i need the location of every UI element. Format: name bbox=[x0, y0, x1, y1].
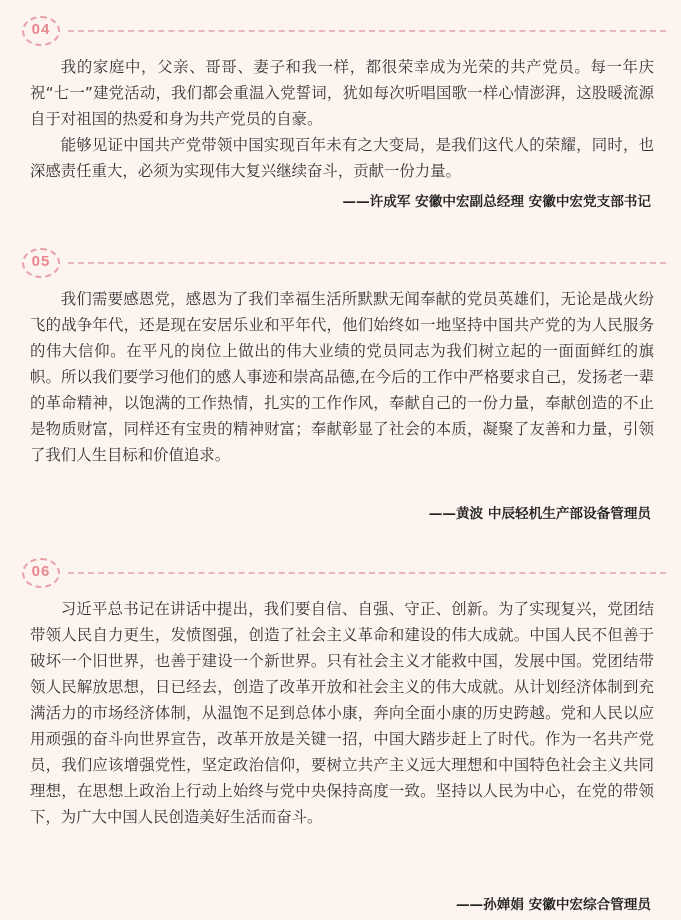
section-header bbox=[16, 14, 666, 46]
number-badge bbox=[16, 246, 66, 278]
paragraph: 能够见证中国共产党带领中国实现百年未有之大变局，是我们这代人的荣耀，同时，也深感责任重大，必须为实现伟大复兴继续奋斗，贡献一份力量。 bbox=[30, 136, 654, 180]
section-number: 06 bbox=[31, 563, 51, 580]
paragraph: 习近平总书记在讲话中提出，我们要自信、自强、守正、创新。为了实现复兴，党团结带领人民自力更生，发愤图强，创造了社会主义革命和建设的伟大成就。中国人民不但善于破坏一个旧世界，也善于建设一个新世界。只有社会主义才能救中国，发展中国。党团结带领人民解放思想，日已经去，创造了改革开放和社会主义的伟大成就。从计划经济体制到充满活力的市场经济体制，从温饱不足到总体小康，奔向全面小康的历史跨越。党和人民以应用顽强的奋斗向世界宣告，改革开放是关键一招，中国大踏步赶上了时代。作为一名共产党员，我们应该增强党性，坚定政治信仰，要树立共产主义远大理想和中国特色社会主义共同理想，在思想上政治上行动上始终与党中央保持高度一致。坚持以人民为中心，在党的带领下，为广大中国人民创造美好生活而奋斗。 bbox=[30, 600, 654, 826]
number-badge bbox=[16, 556, 66, 588]
signature: ——孙婵娟 安徽中宏综合管理员 bbox=[455, 897, 651, 913]
signature: ——许成军 安徽中宏副总经理 安徽中宏党支部书记 bbox=[342, 194, 651, 210]
section-header bbox=[16, 556, 666, 588]
paragraph: 我的家庭中，父亲、哥哥、妻子和我一样，都很荣幸成为光荣的共产党员。每一年庆祝“七一”建党活动，我们都会重温入党誓词，犹如每次听唱国歌一样心情澎湃，这股暖流源自于对祖国的热爱和身为共产党员的自豪。 bbox=[30, 58, 654, 128]
paragraph: 我们需要感恩党，感恩为了我们幸福生活所默默无闻奉献的党员英雄们，无论是战火纷飞的战争年代，还是现在安居乐业和平年代，他们始终如一地坚持中国共产党的为人民服务的伟大信仰。在平凡的岗位上做出的伟大业绩的党员同志为我们树立起的一面面鲜红的旗帜。所以我们要学习他们的感人事迹和崇高品德,在今后的工作中严格要求自己，发扬老一辈的革命精神，以饱满的工作热情，扎实的工作作风，奉献自己的一份力量，奉献创造的不止是物质财富，同样还有宝贵的精神财富；奉献彰显了社会的本质，凝聚了友善和力量，引领了我们人生目标和价值追求。 bbox=[30, 290, 654, 464]
dashed-divider bbox=[68, 572, 666, 574]
number-badge bbox=[16, 14, 66, 46]
section-number: 05 bbox=[31, 253, 51, 270]
section-number: 04 bbox=[31, 21, 51, 38]
dashed-divider bbox=[68, 262, 666, 264]
section-header bbox=[16, 246, 666, 278]
dashed-divider bbox=[68, 30, 666, 32]
signature: ——黄波 中辰轻机生产部设备管理员 bbox=[428, 506, 651, 522]
